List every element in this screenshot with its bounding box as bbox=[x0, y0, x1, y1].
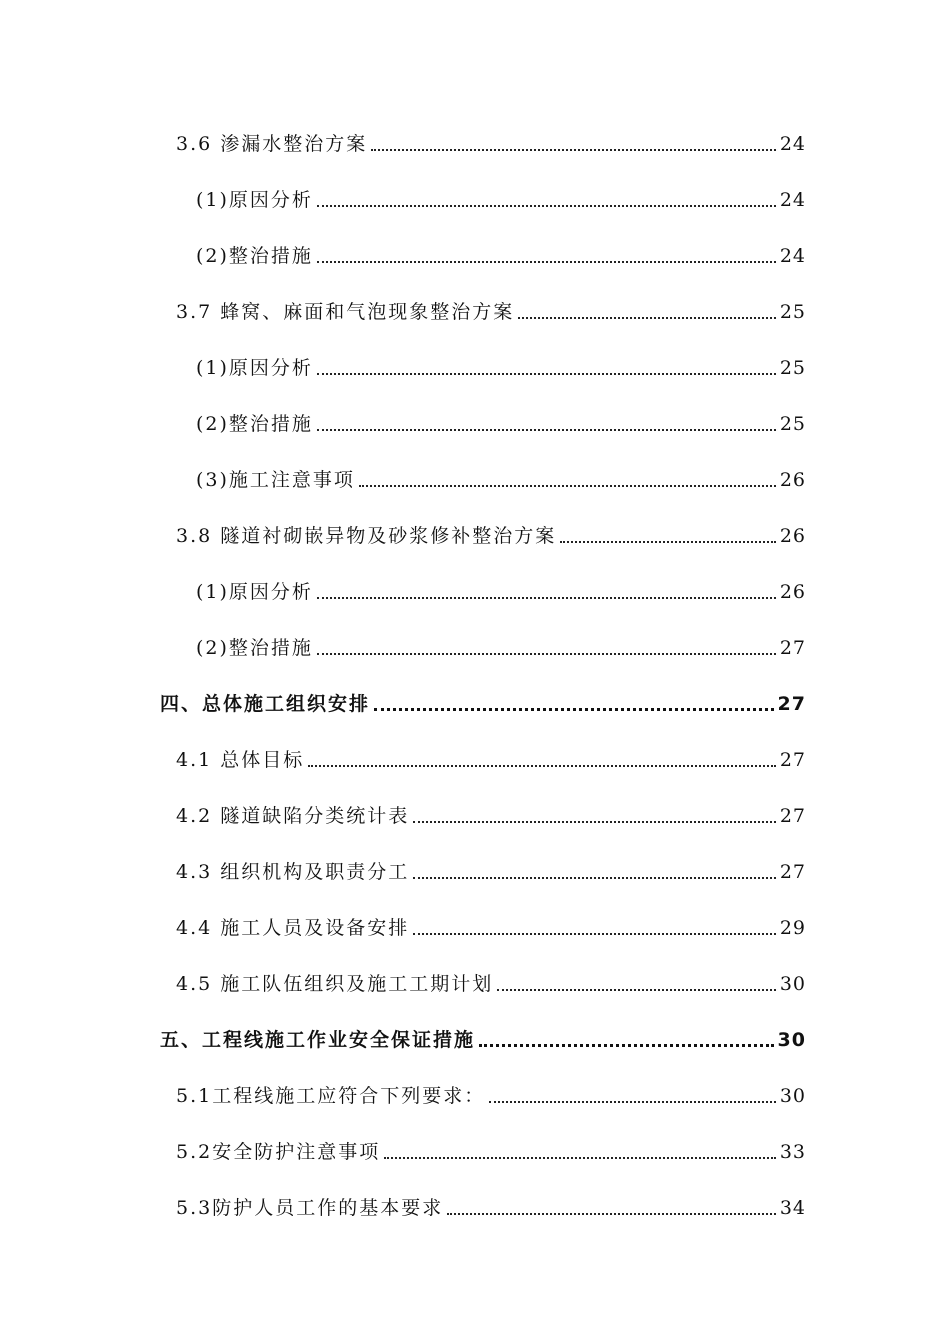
toc-entry-title: (2)整治措施 bbox=[196, 245, 313, 267]
toc-entry[interactable] bbox=[176, 292, 806, 324]
toc-leader-dots bbox=[308, 764, 776, 767]
toc-leader-dots bbox=[317, 596, 776, 599]
toc-entry[interactable] bbox=[196, 348, 806, 380]
toc-entry[interactable] bbox=[176, 1076, 806, 1108]
toc-entry-title: 3.6 渗漏水整治方案 bbox=[176, 133, 368, 155]
toc-entry-page: 24 bbox=[779, 245, 806, 267]
toc-entry-page: 30 bbox=[779, 1085, 806, 1107]
toc-entry-title: (1)原因分析 bbox=[196, 357, 313, 379]
toc-chapter-title: 四、总体施工组织安排 bbox=[160, 693, 371, 715]
toc-entry-title: 4.1 总体目标 bbox=[176, 749, 305, 771]
toc-leader-dots bbox=[374, 707, 774, 711]
toc-entry-page: 27 bbox=[779, 805, 806, 827]
toc-entry-title: 4.4 施工人员及设备安排 bbox=[176, 917, 410, 939]
toc-leader-dots bbox=[518, 316, 776, 319]
toc-leader-dots bbox=[359, 484, 776, 487]
toc-leader-dots bbox=[317, 428, 776, 431]
toc-entry-page: 30 bbox=[779, 973, 806, 995]
toc-entry-page: 27 bbox=[779, 861, 806, 883]
toc-leader-dots bbox=[413, 876, 776, 879]
toc-entry-page: 26 bbox=[779, 469, 806, 491]
toc-leader-dots bbox=[317, 260, 776, 263]
toc-leader-dots bbox=[413, 932, 776, 935]
toc-entry-page: 29 bbox=[779, 917, 806, 939]
toc-entry-title: 5.1工程线施工应符合下列要求： bbox=[176, 1085, 486, 1107]
toc-entry[interactable] bbox=[176, 964, 806, 996]
toc-entry[interactable] bbox=[196, 236, 806, 268]
toc-entry-title: 4.5 施工队伍组织及施工工期计划 bbox=[176, 973, 494, 995]
toc-entry-page: 25 bbox=[779, 357, 806, 379]
toc-leader-dots bbox=[317, 652, 776, 655]
toc-entry[interactable] bbox=[196, 572, 806, 604]
toc-entry-title: (1)原因分析 bbox=[196, 189, 313, 211]
toc-leader-dots bbox=[371, 148, 776, 151]
toc-entry[interactable] bbox=[176, 1188, 806, 1220]
toc-leader-dots bbox=[447, 1212, 776, 1215]
toc-entry[interactable] bbox=[196, 460, 806, 492]
toc-entry[interactable] bbox=[176, 1132, 806, 1164]
toc-leader-dots bbox=[384, 1156, 776, 1159]
toc-entry[interactable] bbox=[176, 516, 806, 548]
toc-chapter-page: 27 bbox=[777, 693, 806, 715]
toc-entry-title: (3)施工注意事项 bbox=[196, 469, 355, 491]
toc-leader-dots bbox=[479, 1043, 774, 1047]
toc-entry-title: 3.8 隧道衬砌嵌异物及砂浆修补整治方案 bbox=[176, 525, 557, 547]
toc-entry-title: 4.2 隧道缺陷分类统计表 bbox=[176, 805, 410, 827]
toc-chapter-entry[interactable] bbox=[160, 1020, 806, 1052]
toc-entry-page: 27 bbox=[779, 637, 806, 659]
toc-entry-page: 24 bbox=[779, 189, 806, 211]
toc-entry[interactable] bbox=[176, 124, 806, 156]
toc-entry-title: (2)整治措施 bbox=[196, 637, 313, 659]
toc-leader-dots bbox=[497, 988, 776, 991]
toc-entry-title: (1)原因分析 bbox=[196, 581, 313, 603]
toc-entry-title: 5.3防护人员工作的基本要求 bbox=[176, 1197, 444, 1219]
toc-entry-page: 25 bbox=[779, 413, 806, 435]
toc-entry-page: 25 bbox=[779, 301, 806, 323]
toc-leader-dots bbox=[560, 540, 776, 543]
toc-chapter-title: 五、工程线施工作业安全保证措施 bbox=[160, 1029, 476, 1051]
toc-leader-dots bbox=[317, 372, 776, 375]
toc-chapter-page: 30 bbox=[777, 1029, 806, 1051]
toc-entry-page: 27 bbox=[779, 749, 806, 771]
toc-entry[interactable] bbox=[176, 852, 806, 884]
toc-entry-page: 33 bbox=[779, 1141, 806, 1163]
toc-entry-page: 24 bbox=[779, 133, 806, 155]
toc-leader-dots bbox=[489, 1100, 776, 1103]
toc-leader-dots bbox=[413, 820, 776, 823]
toc-entry[interactable] bbox=[176, 796, 806, 828]
toc-entry[interactable] bbox=[176, 908, 806, 940]
toc-entry-page: 26 bbox=[779, 581, 806, 603]
toc-entry[interactable] bbox=[196, 404, 806, 436]
toc-entry[interactable] bbox=[196, 180, 806, 212]
toc-entry-page: 34 bbox=[779, 1197, 806, 1219]
toc-entry-title: 5.2安全防护注意事项 bbox=[176, 1141, 381, 1163]
toc-entry-title: 3.7 蜂窝、麻面和气泡现象整治方案 bbox=[176, 301, 515, 323]
toc-chapter-entry[interactable] bbox=[160, 684, 806, 716]
toc-leader-dots bbox=[317, 204, 776, 207]
toc-entry-page: 26 bbox=[779, 525, 806, 547]
toc-entry-title: (2)整治措施 bbox=[196, 413, 313, 435]
toc-entry[interactable] bbox=[176, 740, 806, 772]
toc-entry-title: 4.3 组织机构及职责分工 bbox=[176, 861, 410, 883]
toc-entry[interactable] bbox=[196, 628, 806, 660]
